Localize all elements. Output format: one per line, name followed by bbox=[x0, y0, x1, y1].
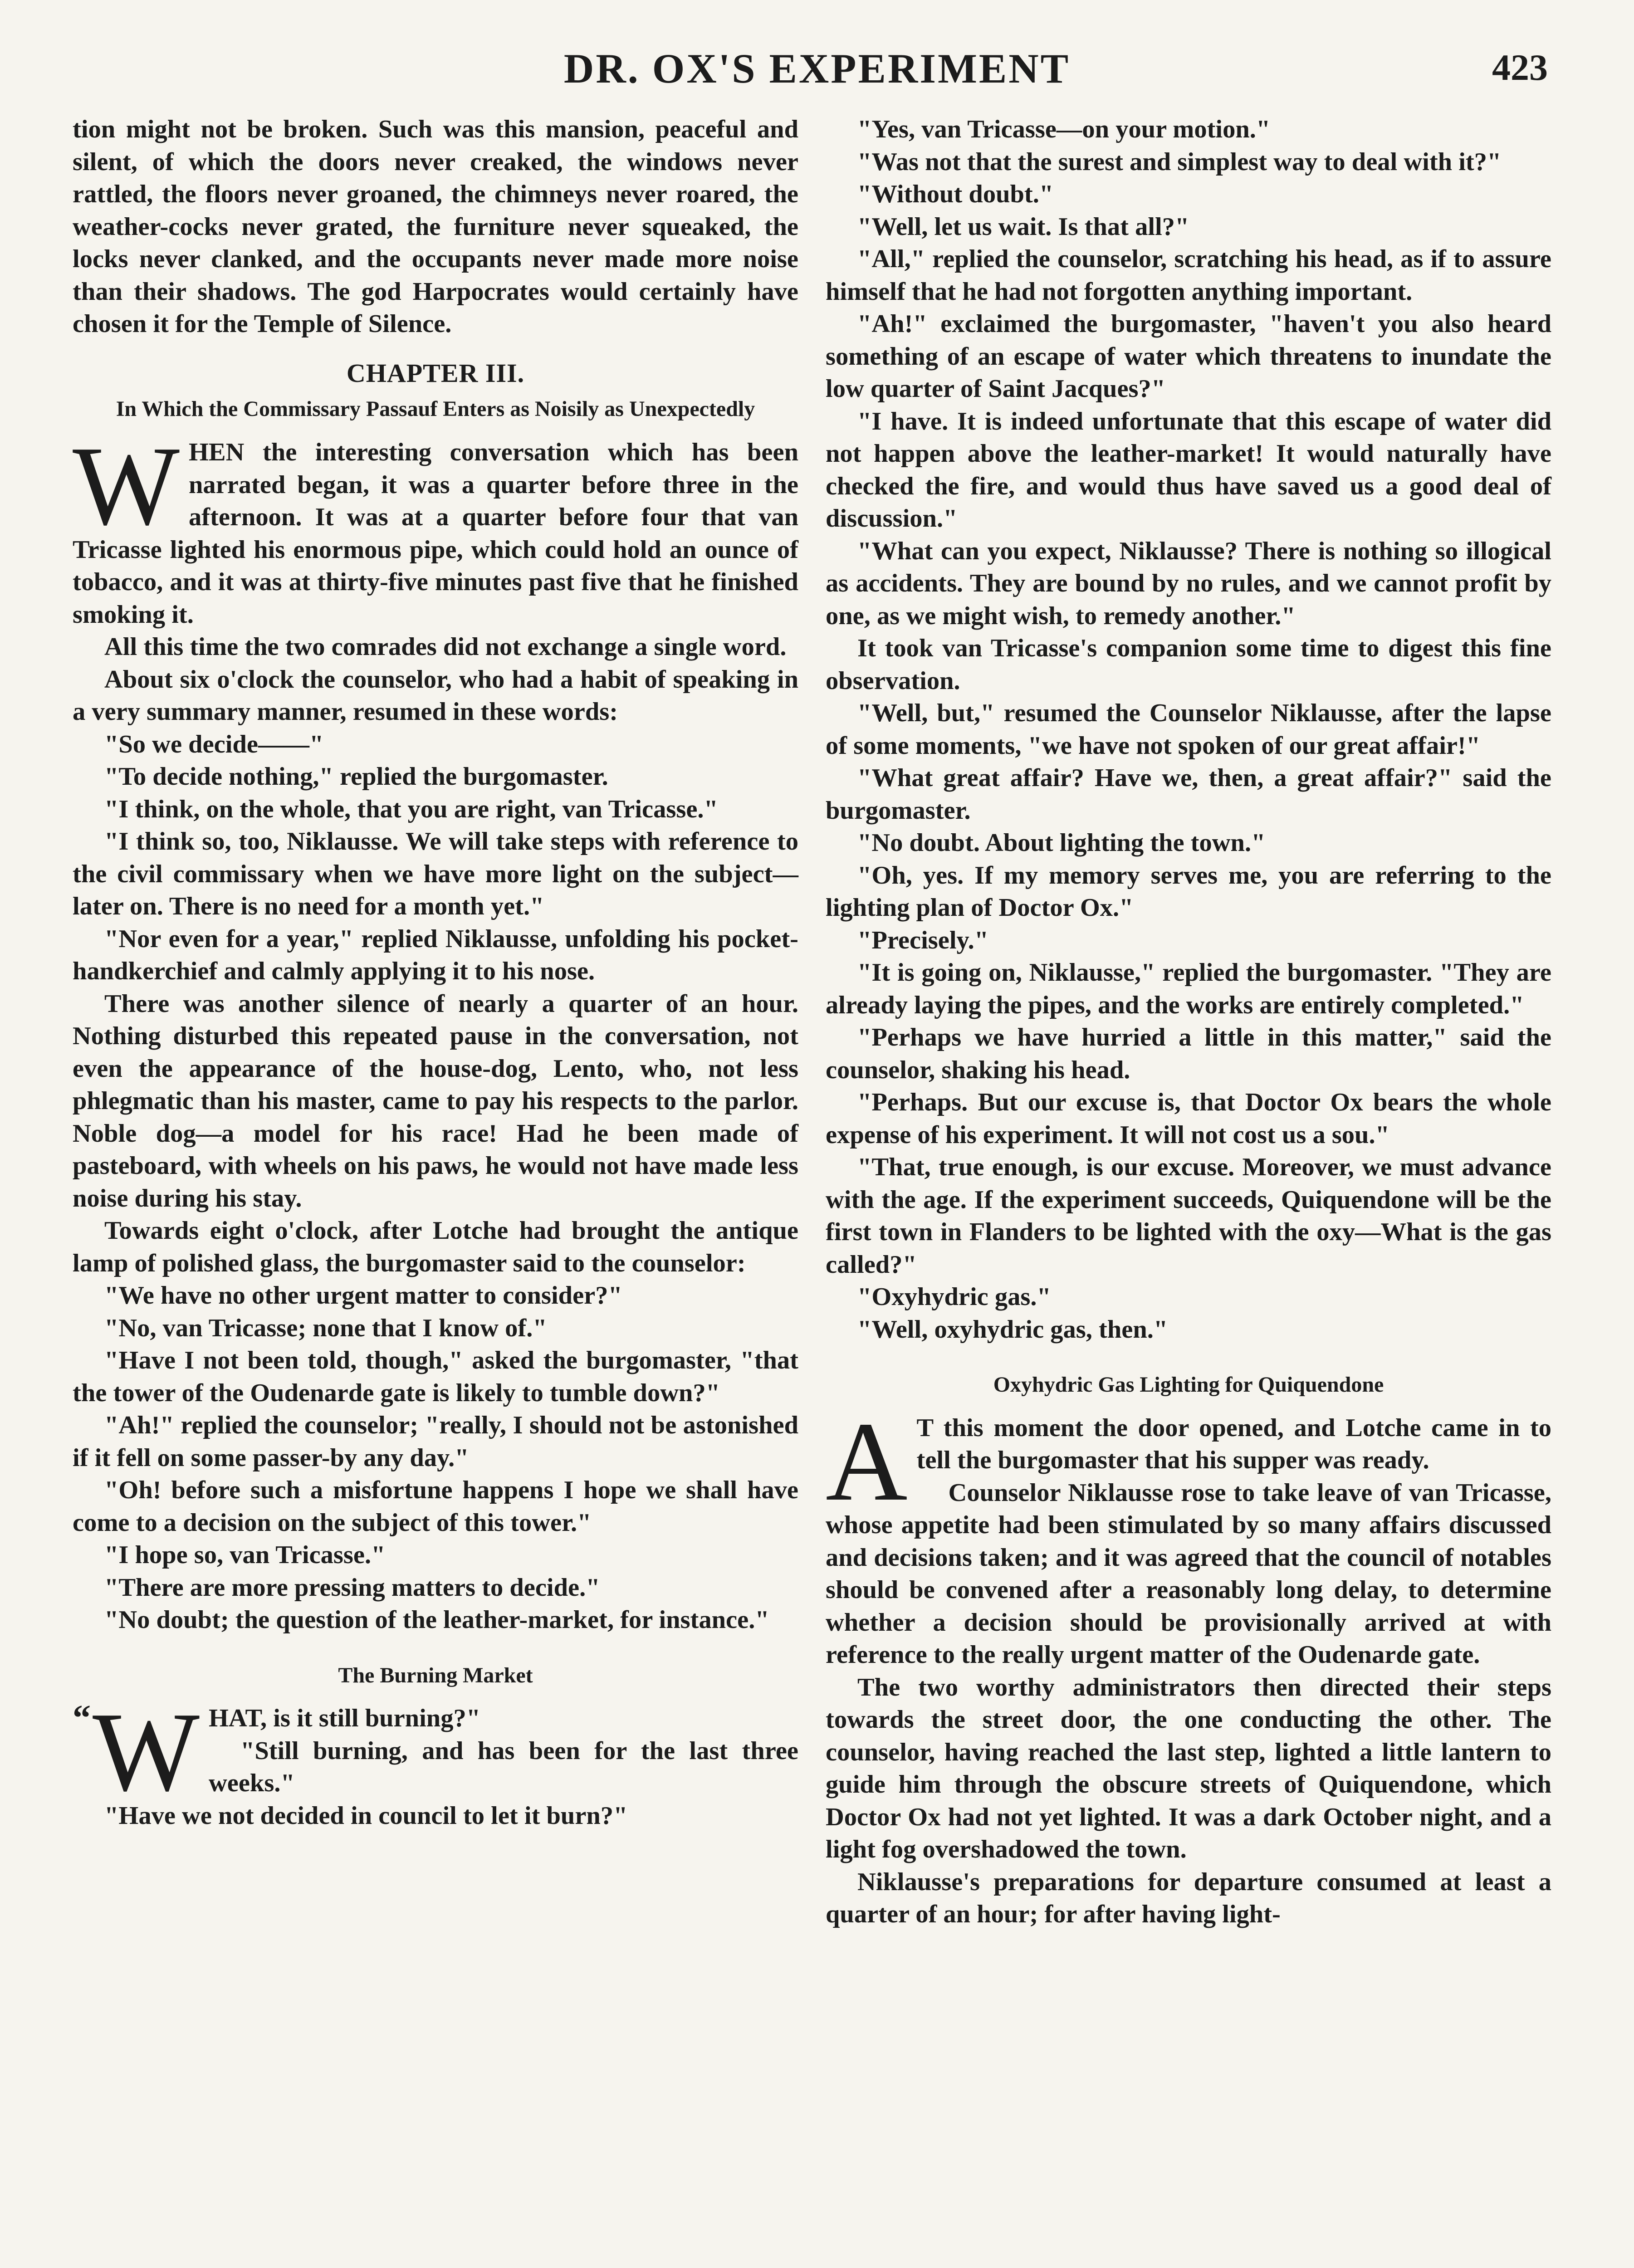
paragraph: Counselor Niklausse rose to take leave of van Tricasse, whose appetite had been stimulated by so many affairs discussed and decisions taken; and it was agreed that the council of notables should be convened after a reasonably long delay, to determine whether a decision should be provisionally arrived at with reference to the really urgent matter of the Oudenarde gate. bbox=[826, 1478, 1551, 1669]
section-heading-burning-market: The Burning Market bbox=[338, 1663, 533, 1687]
paragraph: "We have no other urgent matter to consider?" bbox=[104, 1281, 622, 1310]
paragraph: "All," replied the counselor, scratching his head, as if to assure himself that he had not forgotten anything important. bbox=[826, 245, 1551, 306]
drop-cap-letter: A bbox=[826, 1398, 908, 1525]
paragraph: Niklausse's preparations for departure consumed at least a quarter of an hour; for after having light- bbox=[826, 1867, 1551, 1928]
intro-paragraph: tion might not be broken. Such was this mansion, peaceful and silent, of which the doors never creaked, the windows never rattled, the floors never groaned, the chimneys never roared, the weather-cocks never grated, the furniture never squeaked, the locks never clanked, and the occupants never made more noise than their shadows. The god Harpocrates would certainly have chosen it for the Temple of Silence. bbox=[73, 115, 798, 338]
opening-quote-mark: “ bbox=[73, 1698, 91, 1738]
paragraph: "Have I not been told, though," asked the burgomaster, "that the tower of the Oudenarde gate is likely to tumble down?" bbox=[73, 1346, 798, 1407]
paragraph: "Oxyhydric gas." bbox=[857, 1283, 1051, 1311]
paragraph: "Was not that the surest and simplest way to deal with it?" bbox=[857, 147, 1502, 176]
paragraph: "Well, let us wait. Is that all?" bbox=[857, 212, 1189, 241]
drop-cap-letter: W bbox=[73, 423, 180, 549]
paragraph: "No doubt; the question of the leather-market, for instance." bbox=[104, 1606, 769, 1634]
chapter-subtitle: In Which the Commissary Passauf Enters as Noisily as Unexpectedly bbox=[116, 397, 755, 421]
paragraph: "Ah!" exclaimed the burgomaster, "haven't you also heard something of an escape of water which threatens to inundate the low quarter of Saint Jacques?" bbox=[826, 310, 1551, 403]
paragraph: "Perhaps. But our excuse is, that Doctor Ox bears the whole expense of his experiment. It will not cost us a sou." bbox=[826, 1088, 1551, 1149]
paragraph: "Oh! before such a misfortune happens I hope we shall have come to a decision on the subject of this tower." bbox=[73, 1476, 798, 1537]
page-title: DR. OX'S EXPERIMENT bbox=[563, 45, 1071, 92]
paragraph: "It is going on, Niklausse," replied the burgomaster. "They are already laying the pipes, and the works are entirely completed." bbox=[826, 958, 1551, 1019]
paragraph: "Nor even for a year," replied Niklausse, unfolding his pocket-handkerchief and calmly applying it to his nose. bbox=[73, 924, 798, 985]
dropcap-paragraph-text: T this moment the door opened, and Lotche came in to tell the burgomaster that his supper was ready. bbox=[916, 1413, 1551, 1474]
paragraph: It took van Tricasse's companion some time to digest this fine observation. bbox=[826, 634, 1551, 695]
section-dropcap-text: HAT, is it still burning?" bbox=[208, 1704, 481, 1732]
dropcap-paragraph-text: HEN the interesting conversation which has been narrated began, it was a quarter before three in the afternoon. It was at a quarter before four that van Tricasse lighted his enormous pipe, which could hold an ounce of tobacco, and it was at thirty-five minutes past five that he finished smoking it. bbox=[73, 438, 798, 629]
paragraph: "Well, but," resumed the Counselor Niklausse, after the lapse of some moments, "we have not spoken of our great affair!" bbox=[826, 699, 1551, 760]
paragraph: "I think so, too, Niklausse. We will take steps with reference to the civil commissary when we have more light on the subject—later on. There is no need for a month yet." bbox=[73, 827, 798, 920]
paragraph: All this time the two comrades did not exchange a single word. bbox=[104, 633, 787, 661]
paragraph: There was another silence of nearly a quarter of an hour. Nothing disturbed this repeated pause in the conversation, not even the appearance of the house-dog, Lento, who, not less phlegmatic than his master, came to pay his respects to the parlor. Noble dog—a model for his race! Had he been made of pasteboard, with wheels on his paws, he would not have made less noise during his stay. bbox=[73, 989, 798, 1212]
paragraph: "So we decide——" bbox=[104, 730, 324, 758]
paragraph: "I think, on the whole, that you are right, van Tricasse." bbox=[104, 795, 718, 823]
section-heading-oxyhydric-gas: Oxyhydric Gas Lighting for Quiquendone bbox=[993, 1373, 1384, 1397]
paragraph: "Well, oxyhydric gas, then." bbox=[857, 1315, 1168, 1344]
paragraph: "No doubt. About lighting the town." bbox=[857, 829, 1266, 857]
running-header bbox=[73, 41, 1561, 100]
dropcap-paragraph bbox=[73, 423, 798, 631]
paragraph: "What great affair? Have we, then, a great affair?" said the burgomaster. bbox=[826, 764, 1551, 825]
paragraph: "Ah!" replied the counselor; "really, I should not be astonished if it fell on some passer-by any day." bbox=[73, 1411, 798, 1472]
paragraph: "Precisely." bbox=[857, 926, 989, 954]
paragraph: About six o'clock the counselor, who had a habit of speaking in a very summary manner, resumed in these words: bbox=[73, 665, 798, 726]
paragraph: "Without doubt." bbox=[857, 180, 1054, 208]
paragraph: "No, van Tricasse; none that I know of." bbox=[104, 1314, 547, 1342]
dropcap-paragraph bbox=[826, 1398, 1551, 1525]
paragraph: "Oh, yes. If my memory serves me, you are referring to the lighting plan of Doctor Ox." bbox=[826, 861, 1551, 922]
paragraph: "I have. It is indeed unfortunate that this escape of water did not happen above the leather-market! It would naturally have checked the fire, and would thus have saved us a good deal of discussion." bbox=[826, 407, 1551, 533]
paragraph: "I hope so, van Tricasse." bbox=[104, 1541, 386, 1569]
left-column bbox=[73, 113, 798, 1832]
chapter-heading: CHAPTER III. bbox=[346, 358, 525, 388]
paragraph: "Have we not decided in council to let it burn?" bbox=[104, 1801, 628, 1830]
paragraph: "To decide nothing," replied the burgomaster. bbox=[104, 763, 608, 791]
paragraph: The two worthy administrators then directed their steps towards the street door, the one conducting the other. The counselor, having reached the last step, lighted a little lantern to guide him through the obscure streets of Quiquendone, which Doctor Ox had not yet lighted. It was a dark October night, and a light fog overshadowed the town. bbox=[826, 1673, 1551, 1863]
paragraph: "Yes, van Tricasse—on your motion." bbox=[857, 115, 1271, 143]
paragraph: "What can you expect, Niklausse? There is nothing so illogical as accidents. They are bound by no rules, and we cannot profit by one, as we might wish, to remedy another." bbox=[826, 537, 1551, 630]
paragraph: "That, true enough, is our excuse. Moreover, we must advance with the age. If the experiment succeeds, Quiquendone will be the first town in Flanders to be lighted with the oxy—What is the gas called?" bbox=[826, 1153, 1551, 1279]
paragraph: Towards eight o'clock, after Lotche had brought the antique lamp of polished glass, the burgomaster said to the counselor: bbox=[73, 1217, 798, 1277]
drop-cap-letter: W bbox=[93, 1689, 200, 1815]
paragraph: "Perhaps we have hurried a little in this matter," said the counselor, shaking his head. bbox=[826, 1023, 1551, 1084]
paragraph: "There are more pressing matters to decide." bbox=[104, 1573, 600, 1602]
right-column bbox=[826, 113, 1551, 1931]
paragraph: "Still burning, and has been for the last three weeks." bbox=[208, 1736, 798, 1797]
page-number: 423 bbox=[1492, 47, 1548, 88]
